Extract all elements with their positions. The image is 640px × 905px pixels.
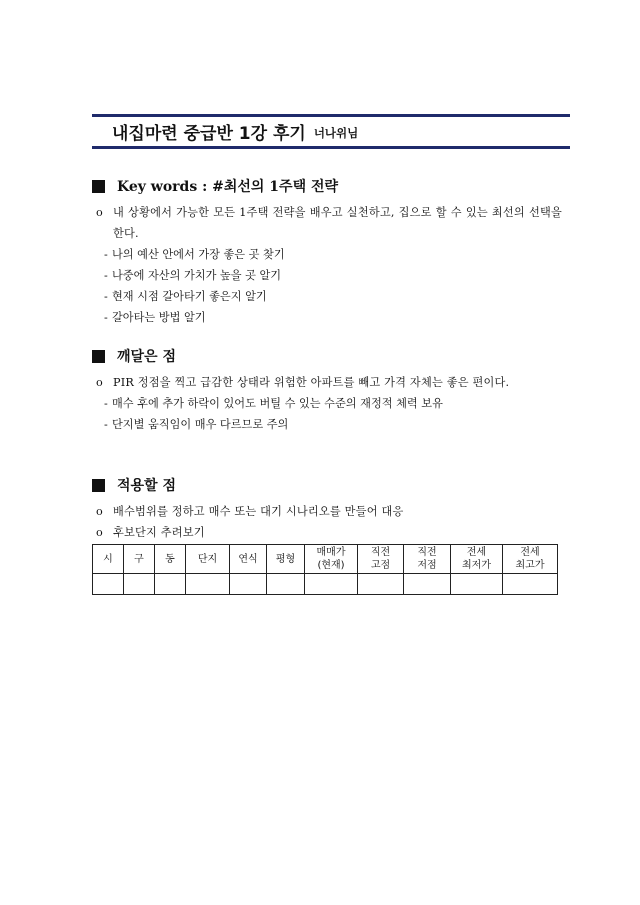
bullet-mark: o [96, 206, 103, 219]
header-cell-size [267, 545, 305, 574]
header-cell-prev-high [358, 545, 404, 574]
header-cell-jeonse-max [503, 545, 558, 574]
square-bullet-icon [92, 350, 105, 363]
section-heading-row [92, 345, 562, 367]
bullet-text: PIR 정점을 찍고 급감한 상태라 위험한 아파트를 빼고 가격 자체는 좋은 편이다. [113, 376, 510, 389]
table-cell [124, 574, 155, 595]
header-cell-gu [124, 545, 155, 574]
dash-text: 나의 예산 안에서 가장 좋은 곳 찾기 [112, 248, 285, 261]
dash-mark: - [104, 311, 108, 324]
square-bullet-icon [92, 479, 105, 492]
bullet-mark: o [96, 505, 103, 518]
header-text-line1: 전세 [466, 547, 487, 558]
header-text: 연식 [238, 553, 258, 565]
dash-mark: - [104, 290, 108, 303]
dash-item [92, 414, 562, 435]
table-cell [451, 574, 503, 595]
header-cell-si [93, 545, 124, 574]
table-cell [186, 574, 230, 595]
table-cell [503, 574, 558, 595]
section-body [92, 202, 562, 328]
dash-text: 갈아타는 방법 알기 [112, 311, 206, 324]
header-text-line2: 최저가 [462, 560, 491, 571]
header-text: 평형 [275, 553, 296, 565]
header-cell-prev-low [404, 545, 451, 574]
section-heading-row [92, 175, 562, 197]
table-cell [358, 574, 404, 595]
dash-mark: - [104, 269, 108, 282]
section-heading-row [92, 474, 562, 496]
dash-item [92, 307, 562, 328]
table-cell [230, 574, 267, 595]
dash-text: 단지별 움직임이 매우 다르므로 주의 [112, 418, 289, 431]
table-cell [93, 574, 124, 595]
dash-text: 나중에 자산의 가치가 높을 곳 알기 [112, 269, 282, 282]
header-text-line2: 고점 [370, 560, 391, 571]
bullet-item [92, 372, 562, 393]
bullet-text: 배수범위를 정하고 매수 또는 대기 시나리오를 만들어 대응 [113, 505, 404, 518]
header-text: 구 [134, 553, 144, 565]
table-header-row [93, 545, 558, 574]
header-text-line2: 저점 [417, 560, 437, 571]
section-realizations [92, 345, 562, 435]
header-cell-complex [186, 545, 230, 574]
dash-mark: - [104, 248, 108, 261]
title-rule-bottom [92, 146, 570, 149]
title-row [92, 117, 570, 146]
header-text: 단지 [197, 553, 218, 565]
candidate-complex-table [92, 544, 558, 595]
header-text-line1: 매매가 [316, 547, 346, 558]
table-row [93, 574, 558, 595]
section-keywords [92, 175, 562, 328]
bullet-mark: o [96, 526, 103, 539]
dash-text: 현재 시점 갈아타기 좋은지 알기 [112, 290, 267, 303]
dash-text: 매수 후에 추가 하락이 있어도 버틸 수 있는 수준의 재정적 체력 보유 [112, 397, 443, 410]
section-heading: 적용할 점 [117, 478, 176, 494]
header-text-line1: 직전 [417, 547, 437, 558]
bullet-text: 내 상황에서 가능한 모든 1주택 전략을 배우고 실천하고, 집으로 할 수 있는 최선의 선택을 한다. [113, 206, 562, 240]
table-cell [267, 574, 305, 595]
section-body [92, 501, 562, 543]
section-heading: Key words : #최선의 1주택 전략 [117, 179, 339, 195]
section-heading: 깨달은 점 [117, 349, 176, 365]
dash-item [92, 244, 562, 265]
bullet-mark: o [96, 376, 103, 389]
header-cell-dong [155, 545, 186, 574]
header-text-line1: 전세 [520, 547, 540, 558]
document-title: 내집마련 중급반 1강 후기 [112, 124, 306, 144]
document-author: 너나위님 [313, 126, 359, 140]
header-cell-year [230, 545, 267, 574]
bullet-item [92, 501, 562, 522]
dash-item [92, 393, 562, 414]
dash-mark: - [104, 418, 108, 431]
dash-item [92, 265, 562, 286]
bullet-item [92, 522, 562, 543]
header-text-line2: (현재) [317, 560, 345, 571]
bullet-item [92, 202, 562, 244]
header-text-line1: 직전 [370, 547, 391, 558]
header-text: 동 [165, 553, 175, 565]
header-cell-price [305, 545, 358, 574]
table-cell [305, 574, 358, 595]
document-title-block [92, 114, 570, 149]
square-bullet-icon [92, 180, 105, 193]
dash-mark: - [104, 397, 108, 410]
section-applications [92, 474, 562, 543]
header-text: 시 [103, 553, 113, 565]
bullet-text: 후보단지 추려보기 [113, 526, 205, 539]
table-cell [404, 574, 451, 595]
section-body [92, 372, 562, 435]
header-text-line2: 최고가 [515, 560, 545, 571]
table-cell [155, 574, 186, 595]
header-cell-jeonse-min [451, 545, 503, 574]
dash-item [92, 286, 562, 307]
